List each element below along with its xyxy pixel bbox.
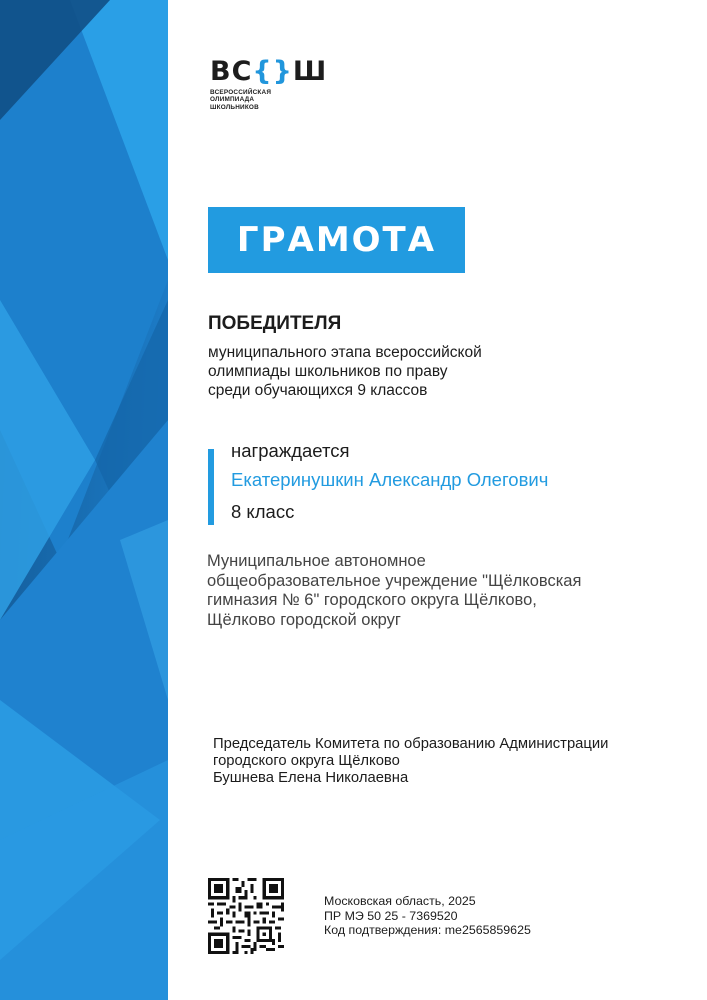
logo-wordmark: ВС{}Ш — [210, 56, 328, 87]
certificate-footer — [324, 894, 531, 938]
footer-confirmation-code: Код подтверждения: me2565859625 — [324, 923, 531, 937]
certificate-title: ГРАМОТА — [208, 207, 465, 273]
signatory: Председатель Комитета по образованию Администрации городского округа Щёлково Бушнева Елена Николаевна — [213, 736, 609, 786]
school-name: Муниципальное автономное общеобразовательное учреждение "Щёлковская гимназия № 6" городского округа Щёлково, Щёлково городской округ — [207, 552, 582, 629]
winner-heading: ПОБЕДИТЕЛЯ — [208, 313, 342, 334]
decorative-side-panel — [0, 0, 168, 1000]
olympiad-logo — [210, 58, 327, 111]
accent-bar — [208, 449, 214, 525]
stage-description: муниципального этапа всероссийской олимпиады школьников по праву среди обучающихся 9 классов — [208, 344, 482, 399]
recipient-grade: 8 класс — [231, 501, 295, 522]
logo-subtitle: ВСЕРОССИЙСКАЯ ОЛИМПИАДА ШКОЛЬНИКОВ — [210, 89, 272, 111]
footer-region-year: Московская область, 2025 — [324, 894, 476, 908]
awarded-label: награждается — [231, 440, 350, 461]
recipient-name: Екатеринушкин Александр Олегович — [231, 469, 549, 490]
footer-registry-number: ПР МЭ 50 25 - 7369520 — [324, 908, 458, 923]
qr-code-icon — [208, 878, 284, 954]
